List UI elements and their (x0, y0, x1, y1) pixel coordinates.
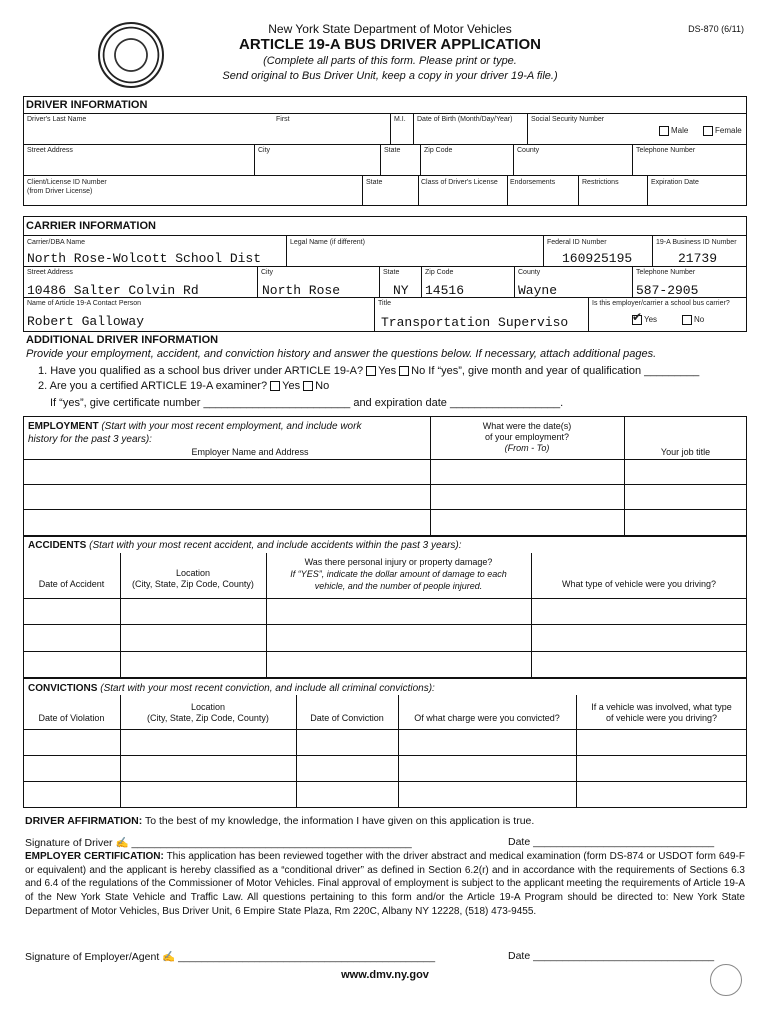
footer-url[interactable]: www.dmv.ny.gov (341, 969, 429, 981)
pen-icon: ✍ (115, 837, 129, 849)
col-accident-location: Location (175, 568, 211, 578)
male-checkbox[interactable]: Male (659, 126, 688, 136)
col-dates-2: of your employment? (484, 432, 570, 442)
nys-seal-icon (98, 22, 164, 88)
employment-title: EMPLOYMENT (Start with your most recent employment, and include work (28, 421, 362, 432)
q2-yes-checkbox[interactable]: Yes (270, 380, 300, 392)
additional-intro: Provide your employment, accident, and conviction history and answer the questions below. If necessary, attach additional pages. (26, 348, 657, 360)
col-accident-date: Date of Accident (38, 579, 105, 589)
driver-affirmation: DRIVER AFFIRMATION: To the best of my knowledge, the information I have given on this application is true. (25, 815, 535, 827)
col-job-title: Your job title (660, 447, 711, 457)
col-employer: Employer Name and Address (191, 447, 309, 457)
carrier-state-input[interactable]: NY (393, 283, 409, 298)
label-carrier-dba: Carrier/DBA Name (27, 239, 85, 246)
recycle-logo-icon (710, 964, 742, 996)
col-dates-3: (From - To) (504, 443, 550, 453)
label-school-bus-question: Is this employer/carrier a school bus carrier? (592, 300, 730, 307)
col-charge: Of what charge were you convicted? (414, 713, 560, 723)
label-business-id: 19-A Business ID Number (656, 239, 737, 246)
col-conviction-vehicle-2: of vehicle were you driving? (605, 713, 718, 723)
label-phone: Telephone Number (636, 147, 696, 154)
col-injury-2: If “YES”, indicate the dollar amount of damage to each (290, 569, 507, 579)
label-first: First (276, 116, 290, 123)
q1-yes-checkbox[interactable]: Yes (366, 365, 396, 377)
label-carrier-state: State (383, 269, 400, 276)
question-2-followup: If “yes”, give certificate number ________________________ and expiration date __________________. (50, 397, 564, 409)
col-conviction-date: Date of Conviction (310, 713, 384, 723)
employment-desc: history for the past 3 years): (28, 434, 152, 445)
col-violation-date: Date of Violation (38, 713, 105, 723)
convictions-title: CONVICTIONS (Start with your most recent conviction, and include all criminal convictions): (28, 683, 435, 694)
school-bus-yes-checkbox[interactable]: ✔ Yes (632, 315, 657, 325)
label-state: State (384, 147, 401, 154)
q2-no-checkbox[interactable]: No (303, 380, 329, 392)
label-carrier-street: Street Address (27, 269, 73, 276)
pen-icon: ✍ (162, 951, 176, 963)
label-county: County (517, 147, 540, 154)
additional-section-title: ADDITIONAL DRIVER INFORMATION (26, 334, 219, 346)
label-city: City (258, 147, 271, 154)
business-id-input[interactable]: 21739 (678, 251, 718, 266)
label-ssn: Social Security Number (531, 116, 605, 123)
label-endorsements: Endorsements (510, 179, 556, 186)
carrier-city-input[interactable]: North Rose (262, 283, 341, 298)
question-1: 1. Have you qualified as a school bus driver under ARTICLE 19-A? Yes No If “yes”, give month and year of qualification _________ (38, 365, 700, 377)
form-number: DS-870 (6/11) (688, 24, 744, 34)
carrier-zip-input[interactable]: 14516 (425, 283, 465, 298)
instructions-line-2: Send original to Bus Driver Unit, keep a copy in your driver 19-A file.) (222, 70, 558, 82)
carrier-section-title: CARRIER INFORMATION (26, 220, 156, 232)
carrier-street-input[interactable]: 10486 Salter Colvin Rd (27, 283, 199, 298)
label-restrictions: Restrictions (582, 179, 619, 186)
form-title: ARTICLE 19-A BUS DRIVER APPLICATION (239, 36, 541, 53)
contact-person-input[interactable]: Robert Galloway (27, 314, 145, 329)
col-conviction-vehicle-1: If a vehicle was involved, what type (591, 702, 732, 712)
col-accident-location-sub: (City, State, Zip Code, County) (132, 579, 254, 589)
employer-certification: EMPLOYER CERTIFICATION: This application has been reviewed together with the driver abstract and medical examination (form DS-874 or USDOT form 649-F or equivalent) and the applicant is hereby classified as a “conditional driver” as defined in Section 6.2(r) and in accordance with the requirements of Sections 6.3 and 6.4 of the regulations of the Commissioner of Motor Vehicles. Final approval of employment is subject to the applicant meeting the requirements of Article 19-A of the New York State Vehicle and Traffic Law. All questions pertaining to this form and/or the Article 19-A Program should be directed to: New York State Department of Motor Vehicles, Bus Driver Unit, 6 Empire State Plaza, Rm 220C, Albany NY 12228, (518) 473-9455. (25, 851, 745, 917)
label-contact-person: Name of Article 19-A Contact Person (27, 300, 141, 307)
convictions-table (23, 678, 747, 808)
label-federal-id: Federal ID Number (547, 239, 607, 246)
col-injury-3: vehicle, and the number of people injured. (314, 581, 483, 591)
label-carrier-city: City (261, 269, 274, 276)
contact-title-input[interactable]: Transportation Superviso (381, 315, 569, 330)
question-2: 2. Are you a certified ARTICLE 19-A examiner? Yes No (38, 380, 330, 392)
driver-signature-line[interactable]: Signature of Driver ✍ ________________________________________________ (25, 837, 412, 849)
label-client-id: Client/License ID Number (27, 179, 107, 186)
carrier-dba-input[interactable]: North Rose-Wolcott School Dist (27, 251, 262, 266)
accidents-title: ACCIDENTS (Start with your most recent accident, and include accidents within the past 3 years): (28, 540, 462, 551)
label-carrier-zip: Zip Code (425, 269, 454, 276)
col-conviction-location-sub: (City, State, Zip Code, County) (147, 713, 269, 723)
agency-name: New York State Department of Motor Vehicles (268, 22, 512, 36)
label-carrier-phone: Telephone Number (636, 269, 696, 276)
label-expiration: Expiration Date (651, 179, 699, 186)
instructions-line-1: (Complete all parts of this form. Please print or type. (263, 55, 517, 67)
label-last-name: Driver's Last Name (27, 116, 87, 123)
col-dates-1: What were the date(s) (482, 421, 572, 431)
employer-signature-line[interactable]: Signature of Employer/Agent ✍ ____________________________________________ (25, 951, 436, 963)
employer-date-line[interactable]: Date _______________________________ (508, 950, 715, 962)
col-conviction-location: Location (190, 702, 226, 712)
label-license-class: Class of Driver's License (421, 179, 498, 186)
label-carrier-county: County (518, 269, 541, 276)
label-state-2: State (366, 179, 383, 186)
label-title: Title (378, 300, 391, 307)
label-zip: Zip Code (424, 147, 453, 154)
carrier-phone-input[interactable]: 587-2905 (636, 283, 699, 298)
school-bus-no-checkbox[interactable]: No (682, 315, 704, 325)
driver-section-title: DRIVER INFORMATION (26, 99, 148, 111)
col-accident-vehicle: What type of vehicle were you driving? (561, 579, 717, 589)
carrier-county-input[interactable]: Wayne (518, 283, 558, 298)
label-legal-name: Legal Name (if different) (290, 239, 365, 246)
label-street: Street Address (27, 147, 73, 154)
q1-no-checkbox[interactable]: No (399, 365, 425, 377)
col-injury-1: Was there personal injury or property damage? (304, 557, 493, 567)
label-dob: Date of Birth (Month/Day/Year) (417, 116, 513, 123)
label-mi: M.I. (394, 116, 406, 123)
driver-date-line[interactable]: Date _______________________________ (508, 836, 715, 848)
female-checkbox[interactable]: Female (703, 126, 742, 136)
federal-id-input[interactable]: 160925195 (562, 251, 633, 266)
label-client-id-sub: (from Driver License) (27, 188, 93, 195)
